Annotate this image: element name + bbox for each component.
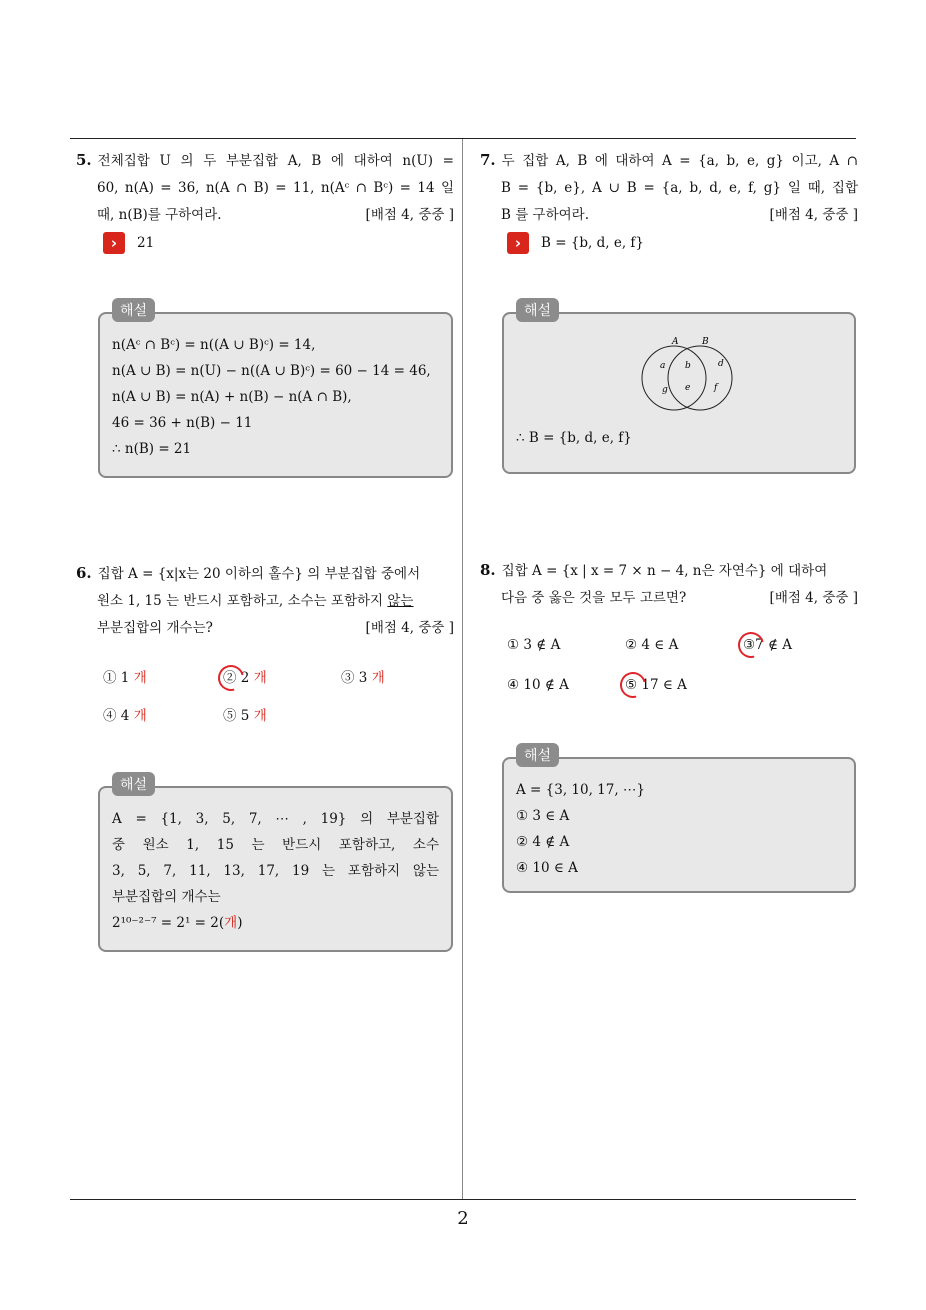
problem-6: [76, 560, 454, 642]
choice-1: ① 1 개: [103, 670, 147, 686]
choice-4: ④ 10 ∉ A: [507, 677, 569, 693]
solution-box-6: [98, 777, 453, 952]
problem-8: [480, 557, 858, 612]
solution-line: 46 = 36 + n(B) − 11: [112, 415, 253, 431]
problem-text: 집합 A = {x | x = 7 × n − 4, n은 자연수} 에 대하여: [501, 563, 828, 579]
venn-label-B: B: [702, 337, 709, 347]
solution-line: A = {1, 3, 5, 7, ⋯ , 19} 의 부분집합: [112, 811, 439, 827]
problem-5: [76, 147, 454, 229]
answer-value: 21: [137, 235, 155, 251]
problem-text: B = {b, e}, A ∪ B = {a, b, d, e, f, g} 일 때, 집합: [501, 180, 858, 196]
problem-text: 원소 1, 15 는 반드시 포함하고, 소수는 포함하지: [97, 593, 388, 609]
problem-text: 다음 중 옳은 것을 모두 고르면?: [501, 590, 687, 606]
circle-mark-icon: [213, 660, 249, 696]
solution-tab: 해설: [112, 298, 155, 322]
solution-line: 중 원소 1, 15 는 반드시 포함하고, 소수: [112, 837, 439, 853]
venn-element-f: f: [714, 383, 718, 393]
choice-2: ② 4 ∈ A: [625, 637, 679, 653]
problem-number: 7.: [480, 151, 496, 169]
problem-text: 부분집합의 개수는?: [97, 620, 213, 636]
venn-element-a: a: [660, 361, 666, 371]
problem-7: [480, 147, 858, 229]
top-rule: [70, 138, 856, 139]
page-number: 2: [457, 1208, 469, 1229]
solution-line: 2¹⁰⁻²⁻⁷ = 2¹ = 2(개): [112, 915, 243, 931]
arrow-right-icon: ›: [507, 232, 529, 254]
column-divider: [462, 139, 463, 1200]
circle-mark-icon: [733, 627, 769, 663]
solution-line: 3, 5, 7, 11, 13, 17, 19 는 포함하지 않는: [112, 863, 439, 879]
solution-tab: 해설: [112, 772, 155, 796]
solution-box-7: [502, 303, 856, 474]
answer-5: [103, 232, 154, 254]
problem-text: 때, n(B)를 구하여라.: [97, 207, 222, 223]
arrow-right-icon: ›: [103, 232, 125, 254]
solution-line: A = {3, 10, 17, ⋯}: [516, 782, 646, 798]
problem-text: 집합 A = {x|x는 20 이하의 홀수} 의 부분집합 중에서: [97, 566, 421, 582]
answer-7: [507, 232, 644, 254]
venn-label-A: A: [672, 337, 679, 347]
venn-element-b: b: [685, 361, 691, 371]
score-meta: [배점 4, 중중 ]: [769, 207, 858, 223]
solution-tab: 해설: [516, 298, 559, 322]
solution-line: ② 4 ∉ A: [516, 834, 570, 850]
solution-line: n(Aᶜ ∩ Bᶜ) = n((A ∪ B)ᶜ) = 14,: [112, 337, 316, 353]
underlined-text: 않는: [387, 593, 414, 609]
solution-box-8: [502, 748, 856, 893]
answer-value: B = {b, d, e, f}: [541, 235, 645, 251]
problem-text: 두 집합 A, B 에 대하여 A = {a, b, e, g} 이고, A ∩: [501, 153, 858, 169]
venn-element-e: e: [685, 383, 691, 393]
choice-5-selected: ⑤ 17 ∈ A: [625, 677, 687, 693]
venn-element-d: d: [718, 359, 724, 369]
problem-text: B 를 구하여라.: [501, 207, 589, 223]
problem-number: 6.: [76, 564, 92, 582]
solution-line: n(A ∪ B) = n(A) + n(B) − n(A ∩ B),: [112, 389, 352, 405]
score-meta: [배점 4, 중중 ]: [365, 207, 454, 223]
solution-box-5: [98, 303, 453, 478]
problem-text: 60, n(A) = 36, n(A ∩ B) = 11, n(Aᶜ ∩ Bᶜ) = 14 일: [97, 180, 454, 196]
solution-line: 부분집합의 개수는: [112, 889, 221, 905]
score-meta: [배점 4, 중중 ]: [365, 620, 454, 636]
bottom-rule: [70, 1199, 856, 1200]
problem-number: 5.: [76, 151, 92, 169]
solution-line: ① 3 ∈ A: [516, 808, 570, 824]
venn-diagram: [622, 334, 752, 414]
choice-5: ⑤ 5 개: [223, 708, 267, 724]
solution-line: ∴ n(B) = 21: [112, 441, 192, 457]
solution-line: ④ 10 ∈ A: [516, 860, 578, 876]
problem-number: 8.: [480, 561, 496, 579]
solution-line: ∴ B = {b, d, e, f}: [516, 430, 632, 446]
choice-4: ④ 4 개: [103, 708, 147, 724]
venn-element-g: g: [662, 385, 668, 395]
circle-mark-icon: [615, 667, 651, 703]
problem-text: 전체집합 U 의 두 부분집합 A, B 에 대하여 n(U) =: [97, 153, 454, 169]
choice-3-selected: ③7 ∉ A: [743, 637, 792, 653]
score-meta: [배점 4, 중중 ]: [769, 590, 858, 606]
choice-2-selected: ② 2 개: [223, 666, 267, 686]
solution-line: n(A ∪ B) = n(U) − n((A ∪ B)ᶜ) = 60 − 14 = 46,: [112, 363, 431, 379]
solution-tab: 해설: [516, 743, 559, 767]
choice-3: ③ 3 개: [341, 670, 385, 686]
choice-1: ① 3 ∉ A: [507, 637, 561, 653]
